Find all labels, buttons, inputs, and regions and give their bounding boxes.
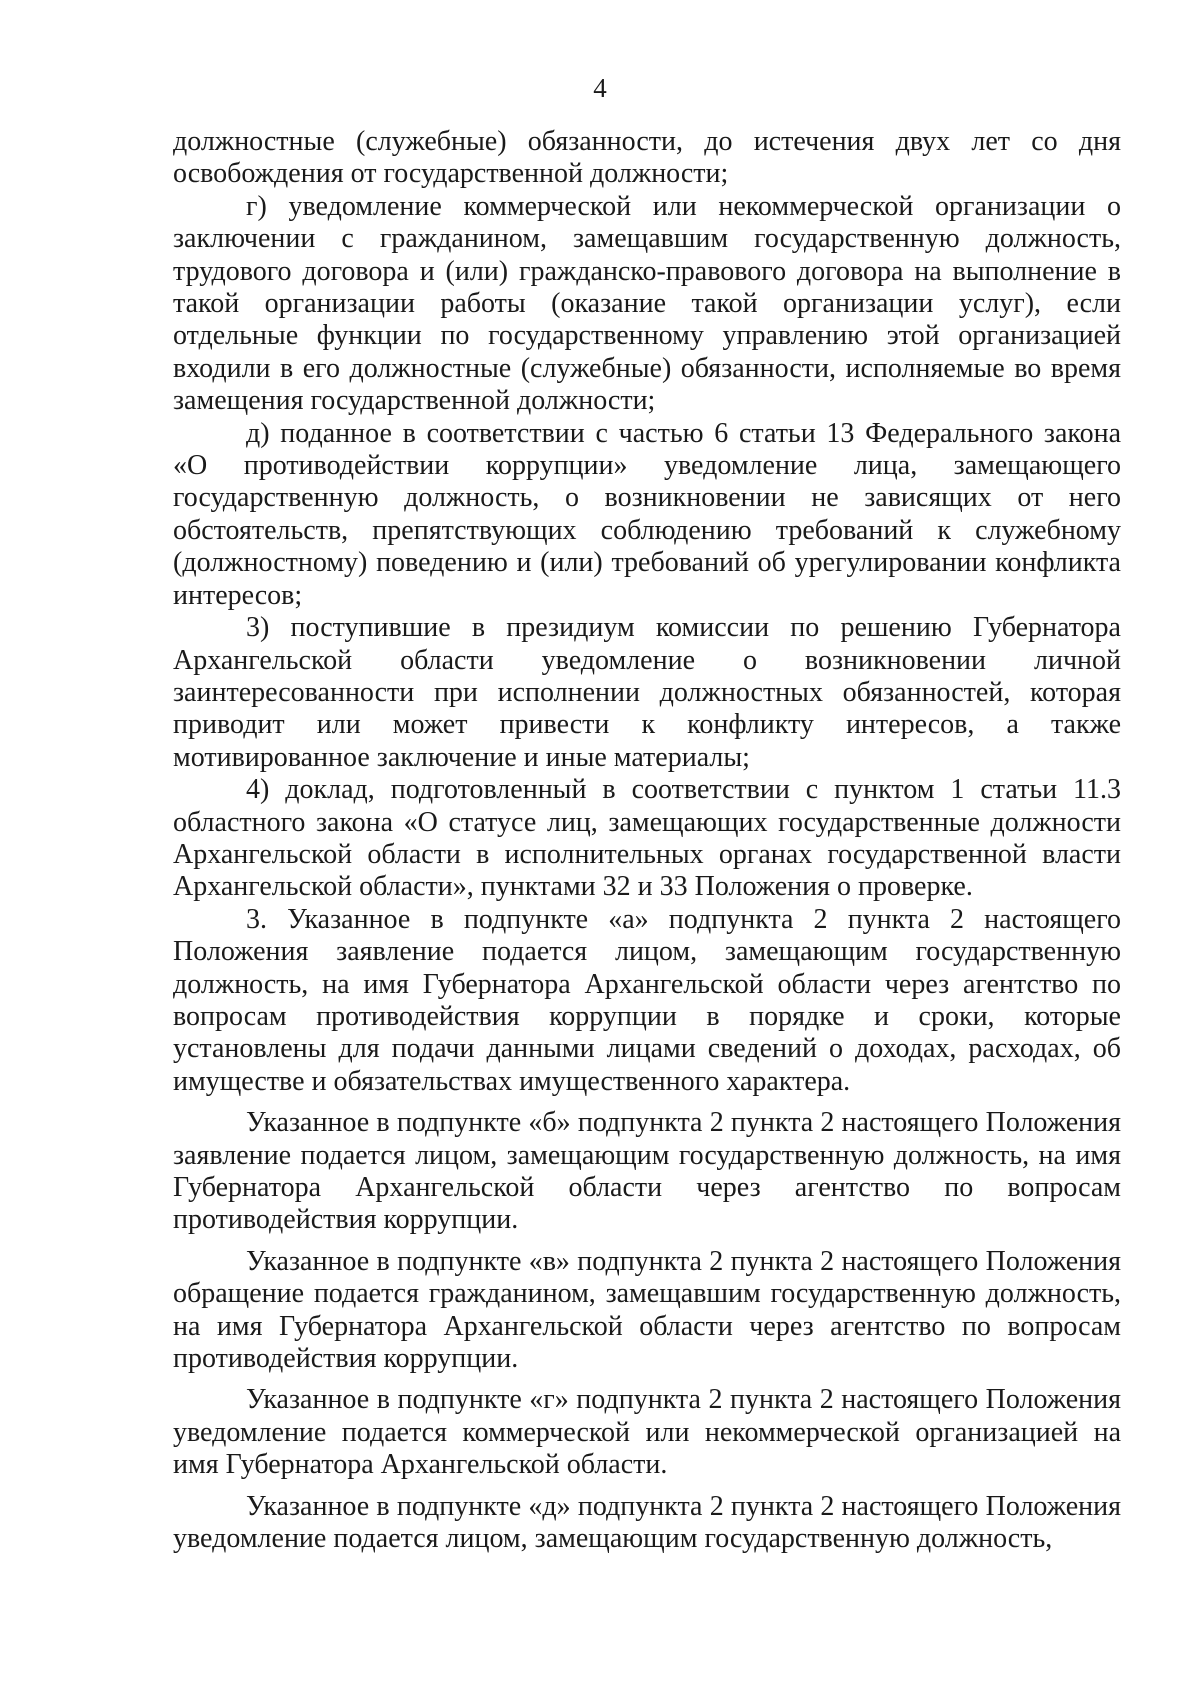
paragraph-subitem-g: г) уведомление коммерческой или некоммерческой организации о заключении с гражданином, замещавшим государственную должность, трудового договора и (или) гражданско-правового договора на выполнение в такой организации работы (оказание такой организации услуг), если отдельные функции по государственному управлению этой организацией входили в его должностные (служебные) обязанности, исполняемые во время замещения государственной должности; xyxy=(173,190,1121,417)
paragraph-clause-3: 3. Указанное в подпункте «а» подпункта 2 пункта 2 настоящего Положения заявление подается лицом, замещающим государственную должность, на имя Губернатора Архангельской области через агентство по вопросам противодействия коррупции в порядке и сроки, которые установлены для подачи данными лицами сведений о доходах, расходах, об имуществе и обязательствах имущественного характера. xyxy=(173,903,1121,1097)
paragraph-subitem-d: д) поданное в соответствии с частью 6 статьи 13 Федерального закона «О противодействии коррупции» уведомление лица, замещающего государственную должность, о возникновении не зависящих от него обстоятельств, препятствующих соблюдению требований к служебному (должностному) поведению и (или) требований об урегулировании конфликта интересов; xyxy=(173,417,1121,611)
paragraph-continuation: должностные (служебные) обязанности, до истечения двух лет со дня освобождения от государственной должности; xyxy=(173,126,1121,190)
paragraph-item-3: 3) поступившие в президиум комиссии по решению Губернатора Архангельской области уведомление о возникновении личной заинтересованности при исполнении должностных обязанностей, которая приводит или может привести к конфликту интересов, а также мотивированное заключение и иные материалы; xyxy=(173,612,1121,773)
paragraph-subitem-b-note: Указанное в подпункте «б» подпункта 2 пункта 2 настоящего Положения заявление подается лицом, замещающим государственную должность, на имя Губернатора Архангельской области через агентство по вопросам противодействия коррупции. xyxy=(173,1107,1121,1236)
document-body xyxy=(173,126,1121,1555)
paragraph-subitem-g-note: Указанное в подпункте «г» подпункта 2 пункта 2 настоящего Положения уведомление подается коммерческой или некоммерческой организацией на имя Губернатора Архангельской области. xyxy=(173,1384,1121,1481)
paragraph-subitem-v-note: Указанное в подпункте «в» подпункта 2 пункта 2 настоящего Положения обращение подается гражданином, замещавшим государственную должность, на имя Губернатора Архангельской области через агентство по вопросам противодействия коррупции. xyxy=(173,1245,1121,1375)
page-number: 4 xyxy=(593,73,607,103)
paragraph-subitem-d-note: Указанное в подпункте «д» подпункта 2 пункта 2 настоящего Положения уведомление подается лицом, замещающим государственную должность, xyxy=(173,1490,1121,1555)
paragraph-item-4: 4) доклад, подготовленный в соответствии с пунктом 1 статьи 11.3 областного закона «О статусе лиц, замещающих государственные должности Архангельской области в исполнительных органах государственной власти Архангельской области», пунктами 32 и 33 Положения о проверке. xyxy=(173,774,1121,903)
